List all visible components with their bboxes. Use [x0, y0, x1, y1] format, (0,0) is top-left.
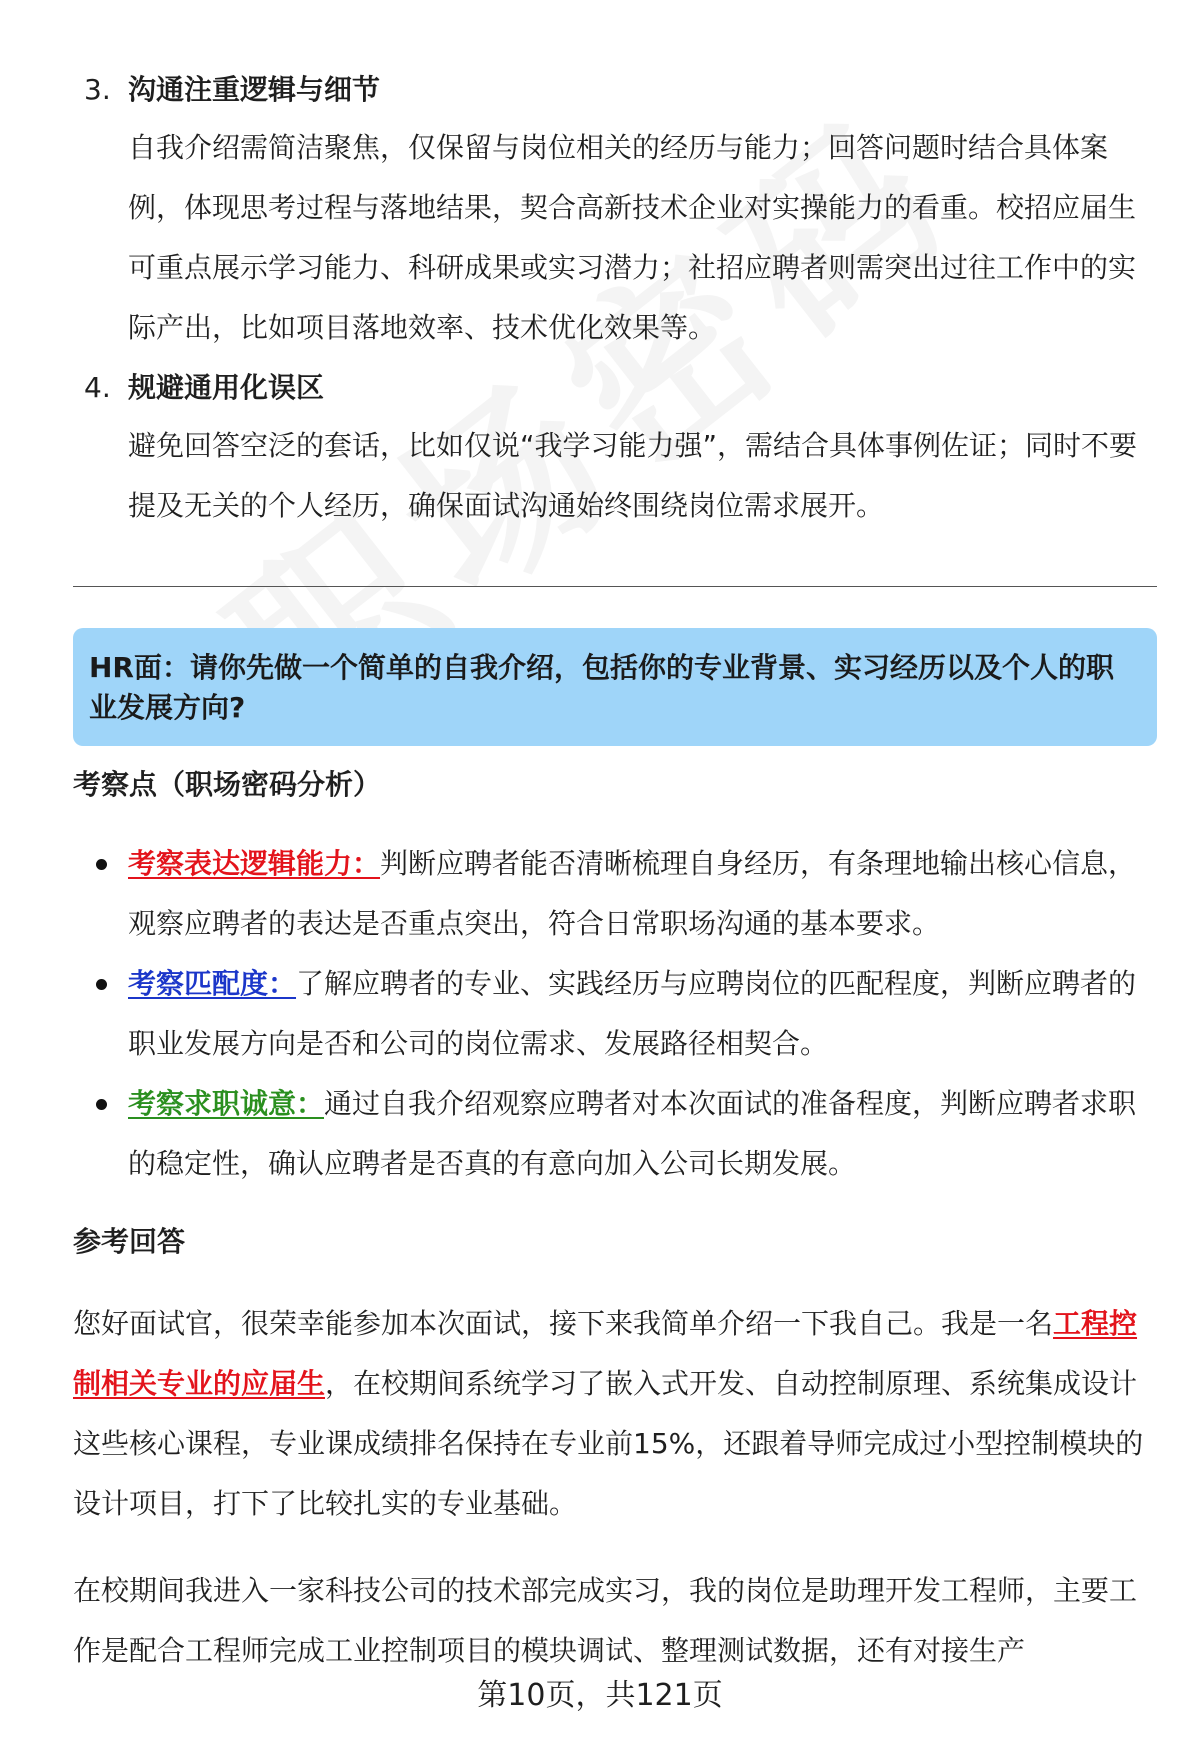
question-box: HR面：请你先做一个简单的自我介绍，包括你的专业背景、实习经历以及个人的职业发展方向?: [73, 628, 1157, 746]
answer-paragraph: 在校期间我进入一家科技公司的技术部完成实习，我的岗位是助理开发工程师，主要工作是配合工程师完成工业控制项目的模块调试、整理测试数据，还有对接生产: [73, 1574, 1138, 1667]
answer-title: 参考回答: [73, 1225, 186, 1258]
analysis-label: 考察表达逻辑能力：: [128, 847, 381, 880]
answer-text: ，在校期间系统学习了嵌入式开发、自动控制原理、系统集成设计这些核心课程，专业课成绩排名保持在专业前15%，还跟着导师完成过小型控制模块的设计项目，打下了比较扎实的专业基础。: [73, 1367, 1144, 1520]
bullet-dot-icon: [96, 979, 107, 990]
page-footer: 第10页，共121页: [477, 1678, 723, 1713]
item-title: 规避通用化误区: [128, 371, 325, 404]
item-number: 3.: [84, 73, 111, 106]
analysis-label: 考察求职诚意：: [128, 1087, 325, 1120]
analysis-title: 考察点（职场密码分析）: [73, 768, 382, 801]
list-item: [84, 70, 1144, 358]
answer-paragraph: [73, 1294, 1151, 1534]
list-item: [84, 368, 1144, 536]
answer-highlight: 工程控制相关专业的应届生: [73, 1307, 1138, 1400]
analysis-item: [84, 834, 1144, 954]
item-body: 避免回答空泛的套话，比如仅说“我学习能力强”，需结合具体事例佐证；同时不要提及无关的个人经历，确保面试沟通始终围绕岗位需求展开。: [128, 429, 1138, 522]
analysis-text: 通过自我介绍观察应聘者对本次面试的准备程度，判断应聘者求职的稳定性，确认应聘者是否真的有意向加入公司长期发展。: [128, 1087, 1137, 1180]
item-body: 自我介绍需简洁聚焦，仅保留与岗位相关的经历与能力；回答问题时结合具体案例，体现思考过程与落地结果，契合高新技术企业对实操能力的看重。校招应届生可重点展示学习能力、科研成果或实习潜力；社招应聘者则需突出过往工作中的实际产出，比如项目落地效率、技术优化效果等。: [128, 131, 1137, 344]
analysis-item: [84, 1074, 1144, 1194]
bullet-dot-icon: [96, 1099, 107, 1110]
analysis-text: 了解应聘者的专业、实践经历与应聘岗位的匹配程度，判断应聘者的职业发展方向是否和公司的岗位需求、发展路径相契合。: [128, 967, 1137, 1060]
analysis-list: [84, 834, 1144, 1194]
item-number: 4.: [84, 371, 111, 404]
analysis-item: [84, 954, 1144, 1074]
analysis-label: 考察匹配度：: [128, 967, 297, 1000]
answer-text: 您好面试官，很荣幸能参加本次面试，接下来我简单介绍一下我自己。我是一名: [73, 1307, 1054, 1340]
divider: [73, 586, 1157, 587]
analysis-text: 判断应聘者能否清晰梳理自身经历，有条理地输出核心信息，观察应聘者的表达是否重点突出，符合日常职场沟通的基本要求。: [128, 847, 1137, 940]
item-title: 沟通注重逻辑与细节: [128, 73, 381, 106]
bullet-dot-icon: [96, 859, 107, 870]
